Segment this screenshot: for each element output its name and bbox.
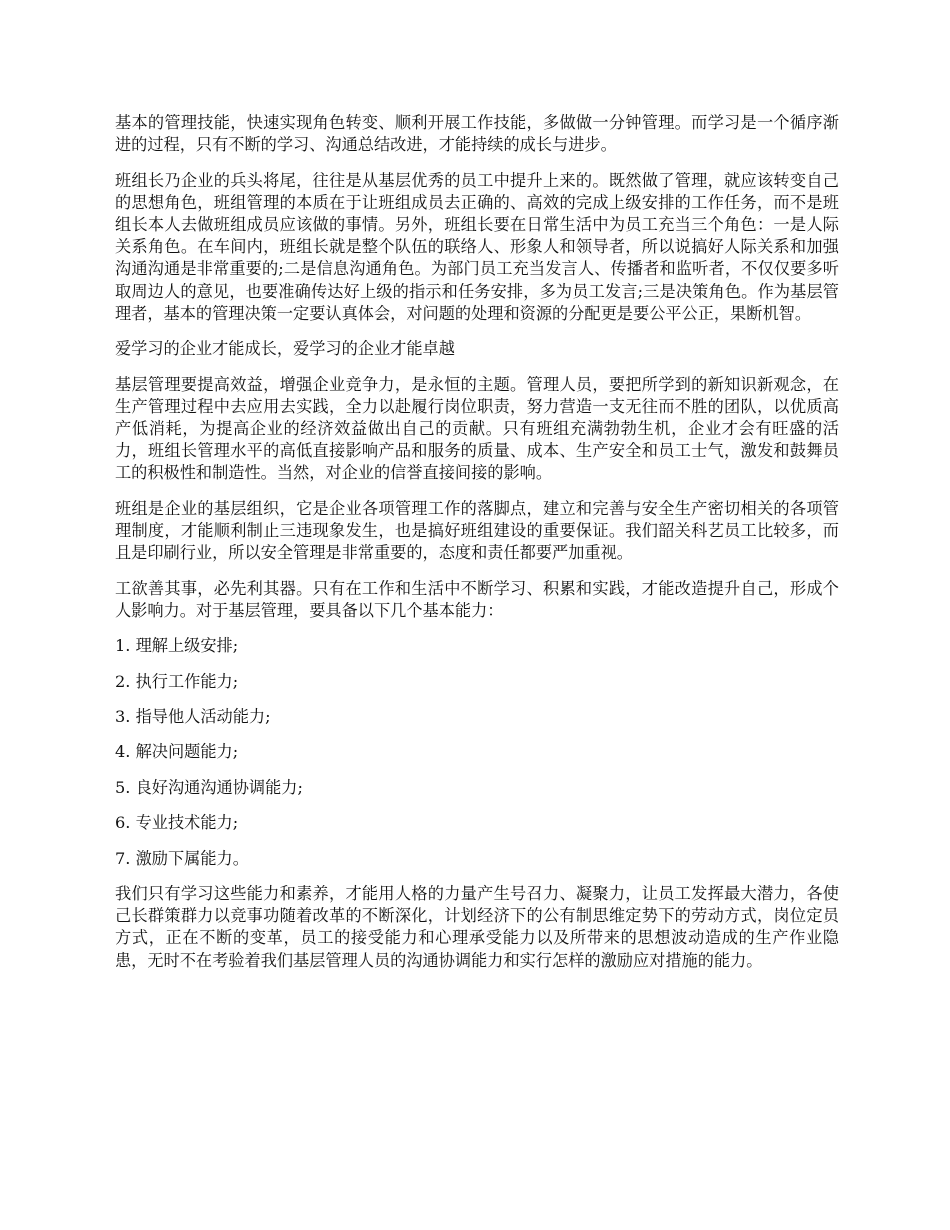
document-page bbox=[115, 112, 839, 985]
paragraph-safety: 班组是企业的基层组织，它是企业各项管理工作的落脚点，建立和完善与安全生产密切相关的各项管理制度，才能顺利制止三违现象发生，也是搞好班组建设的重要保证。我们韶关科艺员工比较多，而且是印刷行业，所以安全管理是非常重要的，态度和责任都要严加重视。 bbox=[115, 498, 839, 563]
list-item: 7. 激励下属能力。 bbox=[115, 848, 249, 868]
paragraph-learning-heading: 爱学习的企业才能成长，爱学习的企业才能卓越 bbox=[115, 339, 455, 359]
list-item: 1. 理解上级安排; bbox=[115, 636, 239, 656]
list-item: 2. 执行工作能力; bbox=[115, 671, 239, 691]
paragraph-management-skills: 基本的管理技能，快速实现角色转变、顺利开展工作技能，多做做一分钟管理。而学习是一个循序渐进的过程，只有不断的学习、沟通总结改进，才能持续的成长与进步。 bbox=[115, 113, 839, 155]
list-item: 6. 专业技术能力; bbox=[115, 813, 239, 833]
paragraph-conclusion: 我们只有学习这些能力和素养，才能用人格的力量产生号召力、凝聚力，让员工发挥最大潜力，各使己长群策群力以竞事功随着改革的不断深化，计划经济下的公有制思维定势下的劳动方式，岗位定员方式，正在不断的变革，员工的接受能力和心理承受能力以及所带来的思想波动造成的生产作业隐患，无时不在考验着我们基层管理人员的沟通协调能力和实行怎样的激励应对措施的能力。 bbox=[115, 883, 839, 970]
list-item: 4. 解决问题能力; bbox=[115, 742, 239, 762]
paragraph-efficiency: 基层管理要提高效益，增强企业竞争力，是永恒的主题。管理人员，要把所学到的新知识新观念，在生产管理过程中去应用去实践，全力以赴履行岗位职责，努力营造一支无往而不胜的团队，以优质高产低消耗，为提高企业的经济效益做出自己的贡献。只有班组充满勃勃生机，企业才会有旺盛的活力，班组长管理水平的高低直接影响产品和服务的质量、成本、生产安全和员工士气，激发和鼓舞员工的积极性和制造性。当然，对企业的信誉直接间接的影响。 bbox=[115, 374, 839, 483]
list-item: 3. 指导他人活动能力; bbox=[115, 706, 271, 726]
abilities-list bbox=[115, 635, 839, 870]
paragraph-team-leader-roles: 班组长乃企业的兵头将尾，往往是从基层优秀的员工中提升上来的。既然做了管理，就应该转变自己的思想角色，班组管理的本质在于让班组成员去正确的、高效的完成上级安排的工作任务，而不是班组长本人去做班组成员应该做的事情。另外，班组长要在日常生活中为员工充当三个角色：一是人际关系角色。在车间内，班组长就是整个队伍的联络人、形象人和领导者，所以说搞好人际关系和加强沟通沟通是非常重要的;二是信息沟通角色。为部门员工充当发言人、传播者和监听者，不仅仅要多听取周边人的意见，也要准确传达好上级的指示和任务安排，多为员工发言;三是决策角色。作为基层管理者，基本的管理决策一定要认真体会，对问题的处理和资源的分配更是要公平公正，果断机智。 bbox=[115, 170, 839, 323]
paragraph-abilities-intro: 工欲善其事，必先利其器。只有在工作和生活中不断学习、积累和实践，才能改造提升自己，形成个人影响力。对于基层管理，要具备以下几个基本能力： bbox=[115, 578, 839, 620]
list-item: 5. 良好沟通沟通协调能力; bbox=[115, 777, 303, 797]
